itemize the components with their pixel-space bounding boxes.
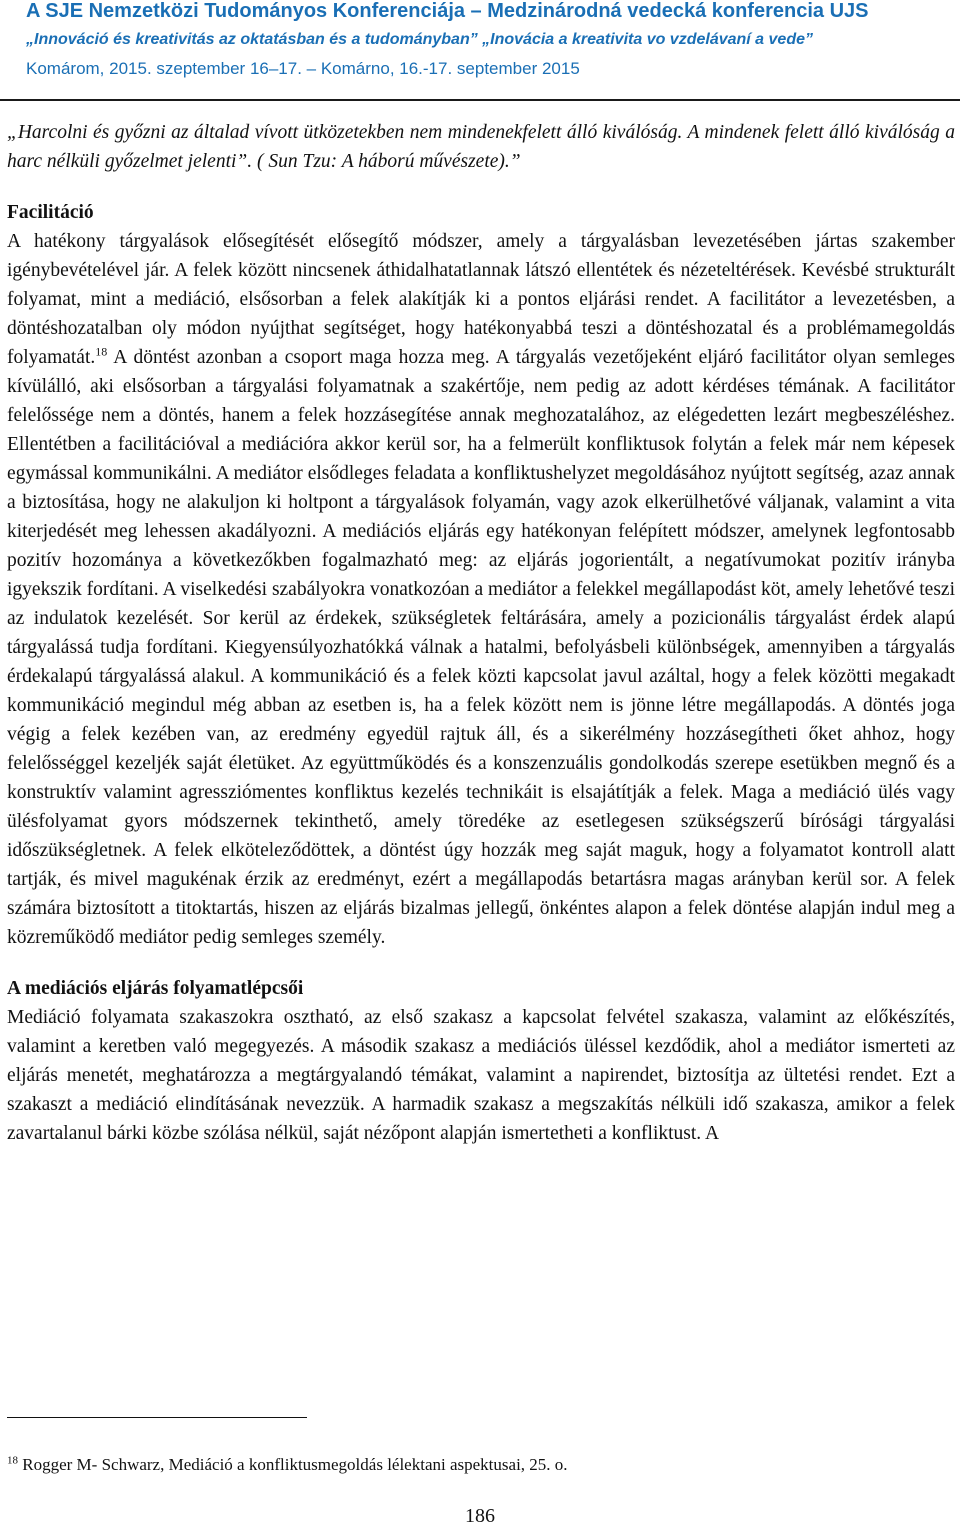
paragraph-facilitation [7, 227, 955, 952]
section-heading-mediation-steps: A mediációs eljárás folyamatlépcsői [7, 978, 304, 999]
paragraph-mediation-steps: Mediáció folyamata szakaszokra osztható, az első szakasz a kapcsolat felvétel szakasza, valamint az előkészítés, valamint a keretben való megegyezés. A második szakasz a mediációs üléssel kezdődik, ahol a mediátor ismerteti az eljárás menetét, meghatározza a megtárgyalandó témákat, valamint a napirendet, biztosítja az ültetési rendet. Ezt a szakaszt a mediáció elindításának nevezzük. A harmadik szakasz a megszakítás nélküli idő szakasza, amikor a felek zavartalanul bárki közbe szólása nélkül, saját nézőpont alapján ismertetheti a konfliktust. A [7, 1007, 955, 1144]
paragraph-text-part1: A hatékony tárgyalások elősegítését elősegítő módszer, amely a tárgyalásban levezetésében jártas szakember igénybevételével jár. A felek között nincsenek áthidalhatatlannak látszó ellentétek és nézeteltérések. Kevésbé strukturált folyamat, mint a mediáció, elsősorban a felek alakítják ki a pontos eljárási rendet. A facilitátor a levezetésben, a döntéshozatalban oly módon nyújthat segítséget, hogy hatékonyabbá teszi a döntéshozatal és a problémamegoldás folyamatát. [7, 231, 955, 368]
footnote-reference[interactable]: 18 [95, 344, 108, 359]
paragraph-text-part2: A döntést azonban a csoport maga hozza meg. A tárgyalás vezetőjeként eljáró facilitátor olyan semleges kívülálló, aki elsősorban a tárgyalási folyamatnak a szakértője, nem pedig az adott kérdéses témának. A facilitátor felelőssége nem a döntés, hanem a felek hozzásegítése annak meghozatalához, az elégedetten lezárt megbeszéléshez. Ellentétben a facilitációval a mediációra akkor kerül sor, ha a felmerült konfliktusok folytán a felek már nem képesek egymással kommunikálni. A mediátor elsődleges feladata a konfliktushelyzet megoldásához nyújtott segítség, azaz annak a biztosítása, hogy ne alakuljon ki holtpont a tárgyalások folyamán, vagy azok elkerülhetővé váljanak, valamint a vita kiterjedését meg lehessen akadályozni. A mediációs eljárás egy hatékonyan felépített módszer, amelynek legfontosabb pozitív hozománya a következőkben fogalmazható meg: az eljárás jogorientált, a negatívumokat pozitív irányba igyekszik fordítani. A viselkedési szabályokra vonatkozóan a mediátor a felekkel megállapodást köt, amely lehetővé teszi az indulatok kezelését. Sor kerül az érdekek, szükségletek feltárására, amely a pozicionális tárgyalást érdek alapú tárgyalássá tudja fordítani. Kiegyensúlyozhatókká válnak a hatalmi, befolyásbeli különbségek, amennyiben a tárgyalás érdekalapú tárgyalássá alakul. A kommunikáció és a felek közti kapcsolat javul azáltal, hogy a felek közötti megakadt kommunikáció megindul még abban az esetben is, ha a felek között nem is jönne létre megállapodás. A döntés joga végig a felek kezében van, az eredmény egyedül rajtuk áll, és a sikerélmény hozzásegítheti őket ahhoz, hogy felelősséggel kezeljék saját életüket. Az együttműködés és a konszenzuális gondolkodás szerepe esetükben megnő és a konstruktív valamint agressziómentes konfliktus kezelés technikáit is elsajátítják a felek. Maga a mediáció ülés vagy ülésfolyamat gyors módszernek tekinthető, amely töredéke az esetlegesen szükségszerű bírósági tárgyalási időszükségletnek. A felek elköteleződöttek, a döntést úgy hozzák meg saját maguk, hogy a folyamatot kontroll alatt tartják, és mivel magukénak érzik az eredményt, ezért a megállapodás betartásra magas arányban kerül sor. A felek számára biztosított a titoktartás, hiszen az eljárás bizalmas jellegű, önkéntes alapon a felek döntése alapján indul meg a közreműködő mediátor pedig semleges személy. [7, 347, 955, 948]
footnote-text: Rogger M- Schwarz, Mediáció a konfliktusmegoldás lélektani aspektusai, 25. o. [18, 1455, 568, 1474]
footnote-divider [7, 1417, 307, 1418]
page-number: 186 [465, 1505, 495, 1527]
header-divider [0, 99, 960, 101]
conference-date-location: Komárom, 2015. szeptember 16–17. – Komárno, 16.-17. september 2015 [26, 59, 580, 78]
section-heading-facilitation: Facilitáció [7, 202, 94, 223]
document-body [7, 118, 955, 1148]
footnote [7, 1455, 568, 1475]
conference-subtitle: „Innováció és kreativitás az oktatásban és a tudományban” „Inovácia a kreativita vo vzdelávaní a vede” [26, 31, 813, 48]
conference-title: A SJE Nemzetközi Tudományos Konferenciája – Medzinárodná vedecká konferencia UJS [26, 0, 869, 22]
epigraph-quote: „Harcolni és győzni az általad vívott ütközetekben nem mindenekfelett álló kiválóság. A mindenek felett álló kiválóság a harc nélküli győzelmet jelenti”. ( Sun Tzu: A háború művészete).” [7, 122, 955, 172]
footnote-number: 18 [7, 1454, 18, 1467]
page-header [0, 0, 960, 98]
